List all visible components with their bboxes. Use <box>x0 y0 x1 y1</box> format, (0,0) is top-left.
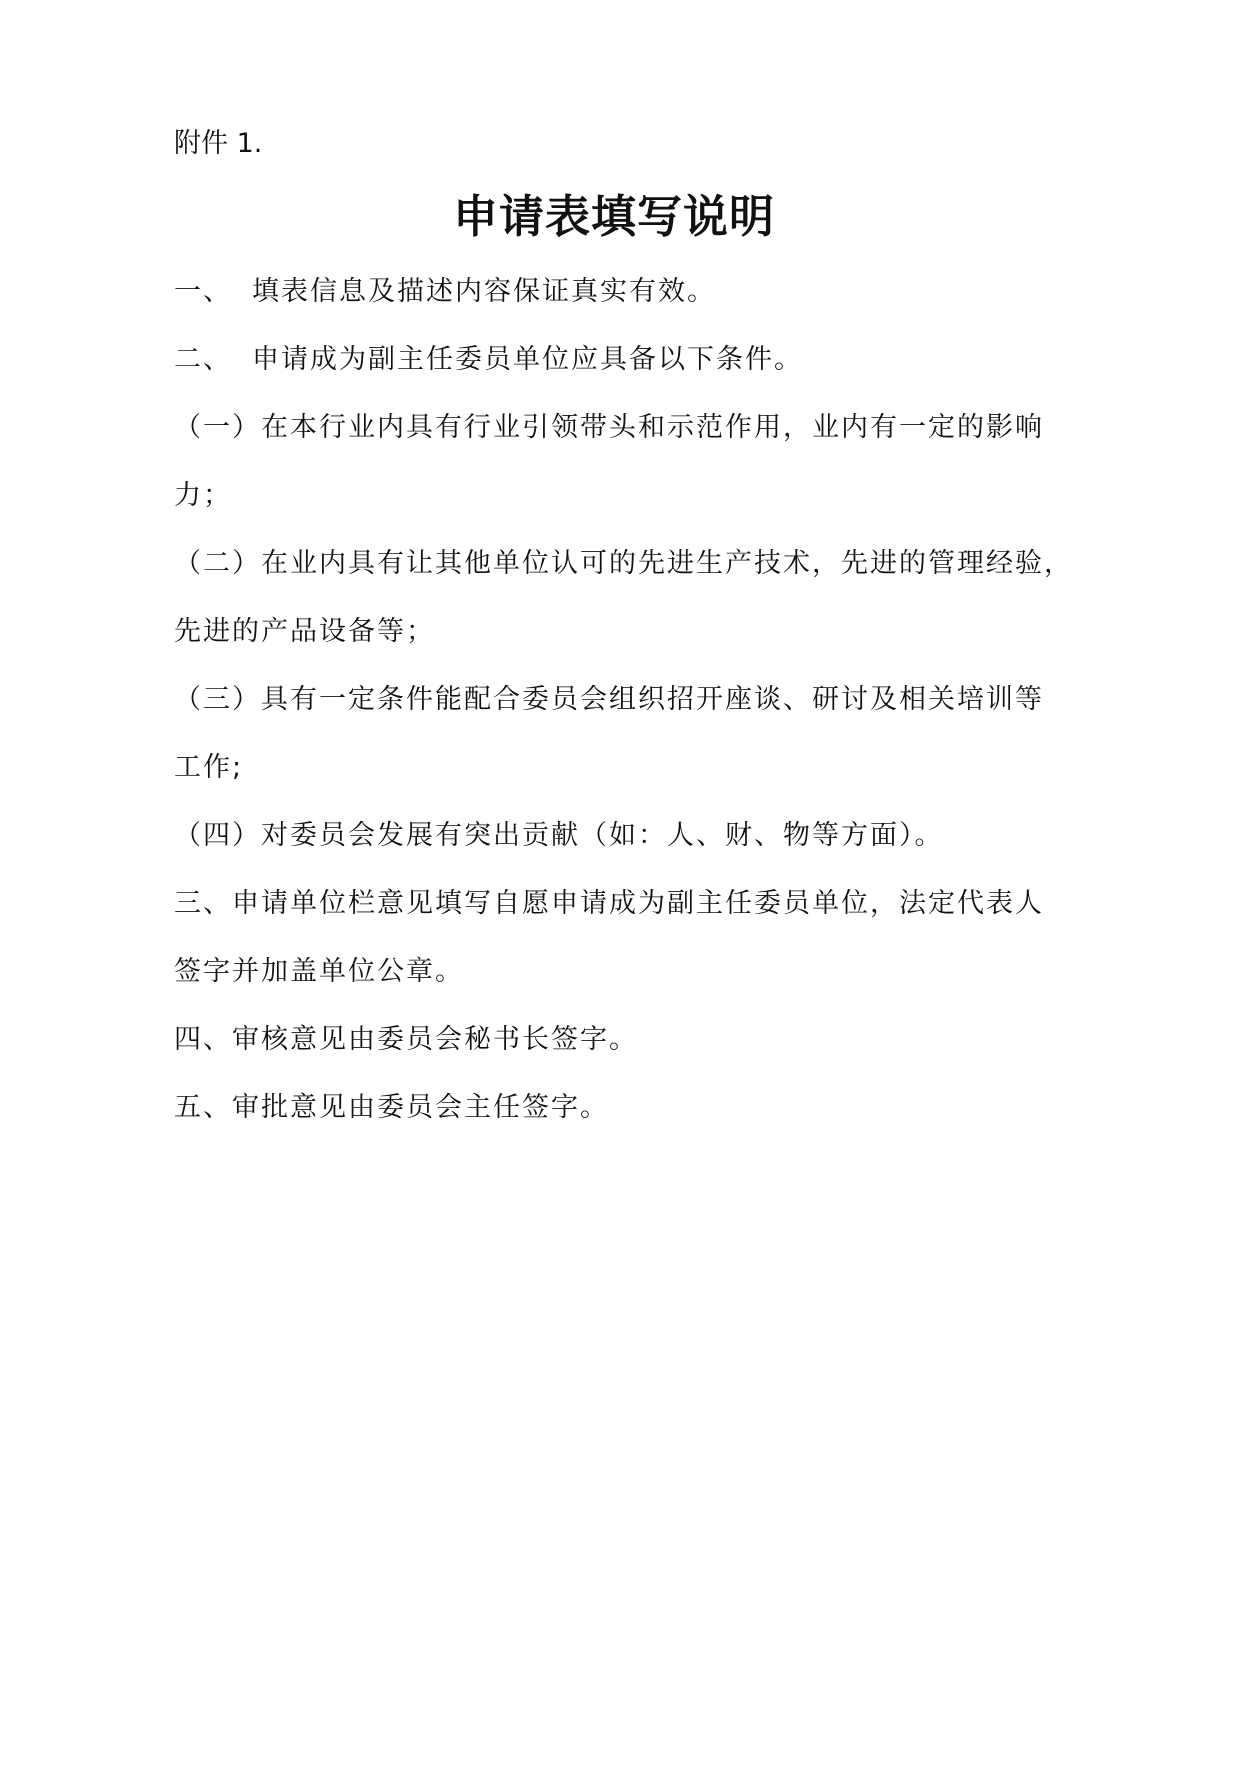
instruction-line-13 <box>174 1074 1074 1142</box>
line-text: 四、审核意见由委员会秘书长签字。 <box>174 1024 638 1055</box>
line-text: 申请成为副主任委员单位应具备以下条件。 <box>252 344 803 375</box>
instruction-line-9 <box>174 802 1074 870</box>
line-text: 签字并加盖单位公章。 <box>174 956 464 987</box>
document-content <box>174 112 1074 1142</box>
item-number: 一、 <box>174 276 232 307</box>
instruction-line-8 <box>174 734 1074 802</box>
line-text: （四）对委员会发展有突出贡献（如：人、财、物等方面）。 <box>174 820 944 851</box>
line-text: 工作; <box>174 752 244 783</box>
document-title: 申请表填写说明 <box>452 190 775 243</box>
instruction-line-2 <box>174 326 1074 394</box>
line-text: （三）具有一定条件能配合委员会组织招开座谈、研讨及相关培训等 <box>174 684 1044 715</box>
instruction-line-4 <box>174 462 1074 530</box>
line-text: 填表信息及描述内容保证真实有效。 <box>252 276 716 307</box>
instruction-line-1 <box>174 258 1074 326</box>
instruction-line-3 <box>174 394 1074 462</box>
instruction-line-12 <box>174 1006 1074 1074</box>
line-text: 三、申请单位栏意见填写自愿申请成为副主任委员单位，法定代表人 <box>174 888 1044 919</box>
line-text: 五、审批意见由委员会主任签字。 <box>174 1092 609 1123</box>
line-text: （一）在本行业内具有行业引领带头和示范作用，业内有一定的影响 <box>174 412 1044 443</box>
item-number: 二、 <box>174 344 232 375</box>
instruction-line-5 <box>174 530 1074 598</box>
instruction-line-11 <box>174 938 1074 1006</box>
line-text: （二）在业内具有让其他单位认可的先进生产技术，先进的管理经验， <box>174 548 1073 579</box>
line-text: 先进的产品设备等； <box>174 616 435 647</box>
instruction-line-6 <box>174 598 1074 666</box>
line-text: 力； <box>174 480 232 511</box>
attachment-label: 附件 1. <box>174 128 263 159</box>
instruction-line-10 <box>174 870 1074 938</box>
instruction-line-7 <box>174 666 1074 734</box>
